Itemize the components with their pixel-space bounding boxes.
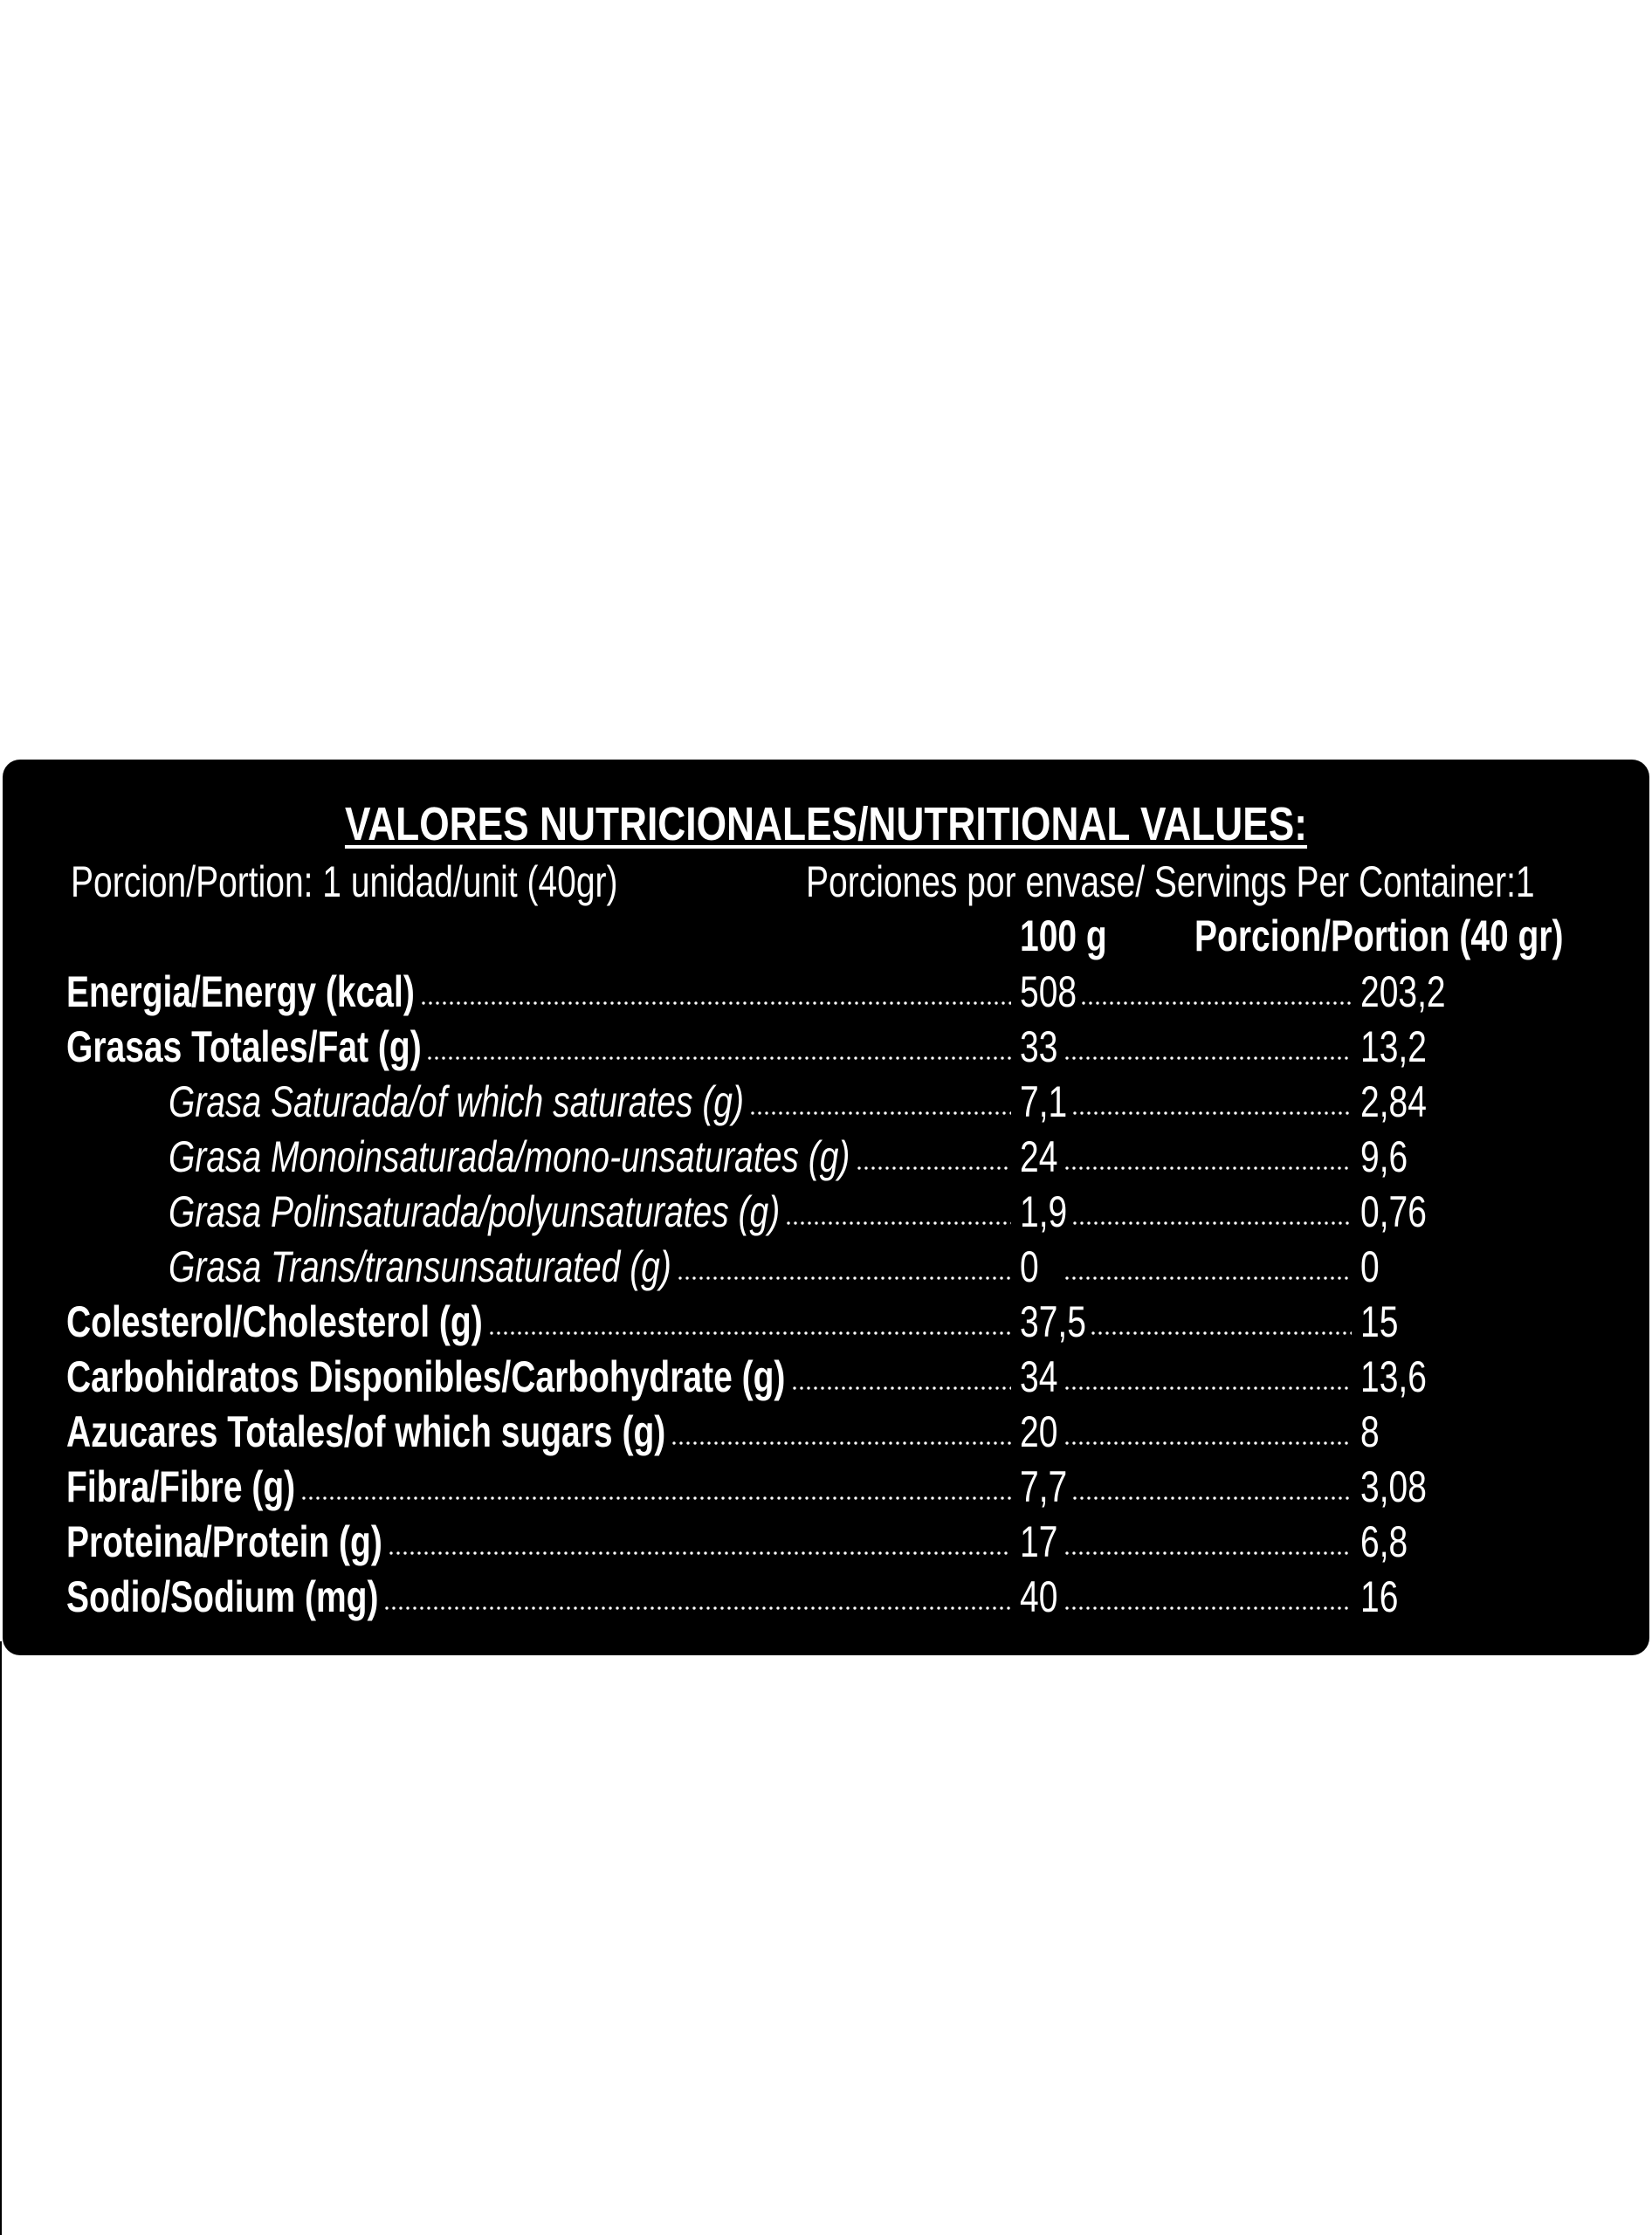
nutrient-label: Grasa Monoinsaturada/mono-unsaturates (g) xyxy=(169,1132,850,1181)
nutrient-row xyxy=(3,1570,1649,1624)
value-per-portion: 16 xyxy=(1360,1572,1399,1621)
servings-per-container: Porciones por envase/ Servings Per Container:1 xyxy=(806,857,1535,906)
nutrient-row xyxy=(3,1405,1649,1459)
nutrient-row xyxy=(3,1295,1649,1349)
value-per-portion: 0 xyxy=(1360,1242,1380,1291)
value-per-100g: 1,9 xyxy=(1020,1187,1068,1236)
nutrition-facts-panel xyxy=(3,760,1649,1655)
nutrient-row xyxy=(3,1075,1649,1129)
portion-size: Porcion/Portion: 1 unidad/unit (40gr) xyxy=(71,857,618,906)
nutrient-row xyxy=(3,1515,1649,1569)
dot-leader xyxy=(388,1551,1011,1555)
left-edge-line xyxy=(0,1641,2,2235)
dot-leader xyxy=(1063,1551,1352,1555)
value-per-100g: 508 xyxy=(1020,967,1077,1016)
nutrient-row xyxy=(3,965,1649,1019)
dot-leader xyxy=(1071,1221,1352,1225)
dot-leader xyxy=(1063,1386,1352,1390)
dot-leader xyxy=(1063,1056,1352,1060)
nutrient-label: Colesterol/Cholesterol (g) xyxy=(66,1297,483,1346)
value-per-100g: 17 xyxy=(1020,1517,1058,1566)
nutrient-label: Grasa Trans/transunsaturated (g) xyxy=(169,1242,671,1291)
nutrient-row xyxy=(3,1240,1649,1294)
dot-leader xyxy=(785,1221,1011,1225)
nutrient-label: Grasa Saturada/of which saturates (g) xyxy=(169,1077,744,1126)
value-per-100g: 34 xyxy=(1020,1352,1058,1401)
value-per-100g: 37,5 xyxy=(1020,1297,1086,1346)
dot-leader xyxy=(488,1331,1011,1335)
dot-leader xyxy=(1080,1001,1352,1005)
dot-leader xyxy=(1063,1276,1352,1280)
value-per-portion: 15 xyxy=(1360,1297,1399,1346)
value-per-100g: 40 xyxy=(1020,1572,1058,1621)
value-per-portion: 6,8 xyxy=(1360,1517,1408,1566)
value-per-portion: 203,2 xyxy=(1360,967,1446,1016)
dot-leader xyxy=(426,1056,1011,1060)
nutrient-row xyxy=(3,1130,1649,1184)
value-per-100g: 24 xyxy=(1020,1132,1058,1181)
nutrient-label: Sodio/Sodium (mg) xyxy=(66,1572,379,1621)
nutrition-title xyxy=(151,796,1502,852)
dot-leader xyxy=(1063,1606,1352,1610)
value-per-100g: 0 xyxy=(1020,1242,1039,1291)
dot-leader xyxy=(791,1386,1011,1390)
nutrient-row xyxy=(3,1350,1649,1404)
nutrition-title-text: VALORES NUTRICIONALES/NUTRITIONAL VALUES: xyxy=(344,798,1308,850)
nutrient-row xyxy=(3,1460,1649,1514)
nutrient-label: Azucares Totales/of which sugars (g) xyxy=(66,1407,666,1456)
column-header-100g: 100 g xyxy=(1020,911,1107,960)
dot-leader xyxy=(1071,1111,1352,1115)
dot-leader xyxy=(677,1276,1011,1280)
nutrient-row xyxy=(3,1185,1649,1239)
value-per-100g: 20 xyxy=(1020,1407,1058,1456)
value-per-portion: 2,84 xyxy=(1360,1077,1427,1126)
nutrient-label: Carbohidratos Disponibles/Carbohydrate (g) xyxy=(66,1352,786,1401)
dot-leader xyxy=(671,1441,1011,1445)
value-per-portion: 9,6 xyxy=(1360,1132,1408,1181)
value-per-portion: 8 xyxy=(1360,1407,1380,1456)
dot-leader xyxy=(1071,1496,1352,1500)
dot-leader xyxy=(383,1606,1011,1610)
value-per-portion: 13,6 xyxy=(1360,1352,1427,1401)
dot-leader xyxy=(420,1001,1011,1005)
dot-leader xyxy=(1063,1441,1352,1445)
dot-leader xyxy=(1063,1166,1352,1170)
dot-leader xyxy=(749,1111,1011,1115)
value-per-portion: 0,76 xyxy=(1360,1187,1427,1236)
value-per-100g: 7,7 xyxy=(1020,1462,1068,1511)
dot-leader xyxy=(300,1496,1011,1500)
nutrient-label: Grasa Polinsaturada/polyunsaturates (g) xyxy=(169,1187,781,1236)
value-per-portion: 3,08 xyxy=(1360,1462,1427,1511)
dot-leader xyxy=(1090,1331,1352,1335)
value-per-100g: 33 xyxy=(1020,1022,1058,1071)
nutrient-label: Proteina/Protein (g) xyxy=(66,1517,382,1566)
nutrient-label: Fibra/Fibre (g) xyxy=(66,1462,296,1511)
nutrient-row xyxy=(3,1020,1649,1074)
value-per-portion: 13,2 xyxy=(1360,1022,1427,1071)
nutrient-label: Grasas Totales/Fat (g) xyxy=(66,1022,422,1071)
dot-leader xyxy=(856,1166,1011,1170)
nutrient-label: Energia/Energy (kcal) xyxy=(66,967,415,1016)
column-header-portion: Porcion/Portion (40 gr) xyxy=(1194,911,1564,960)
value-per-100g: 7,1 xyxy=(1020,1077,1068,1126)
